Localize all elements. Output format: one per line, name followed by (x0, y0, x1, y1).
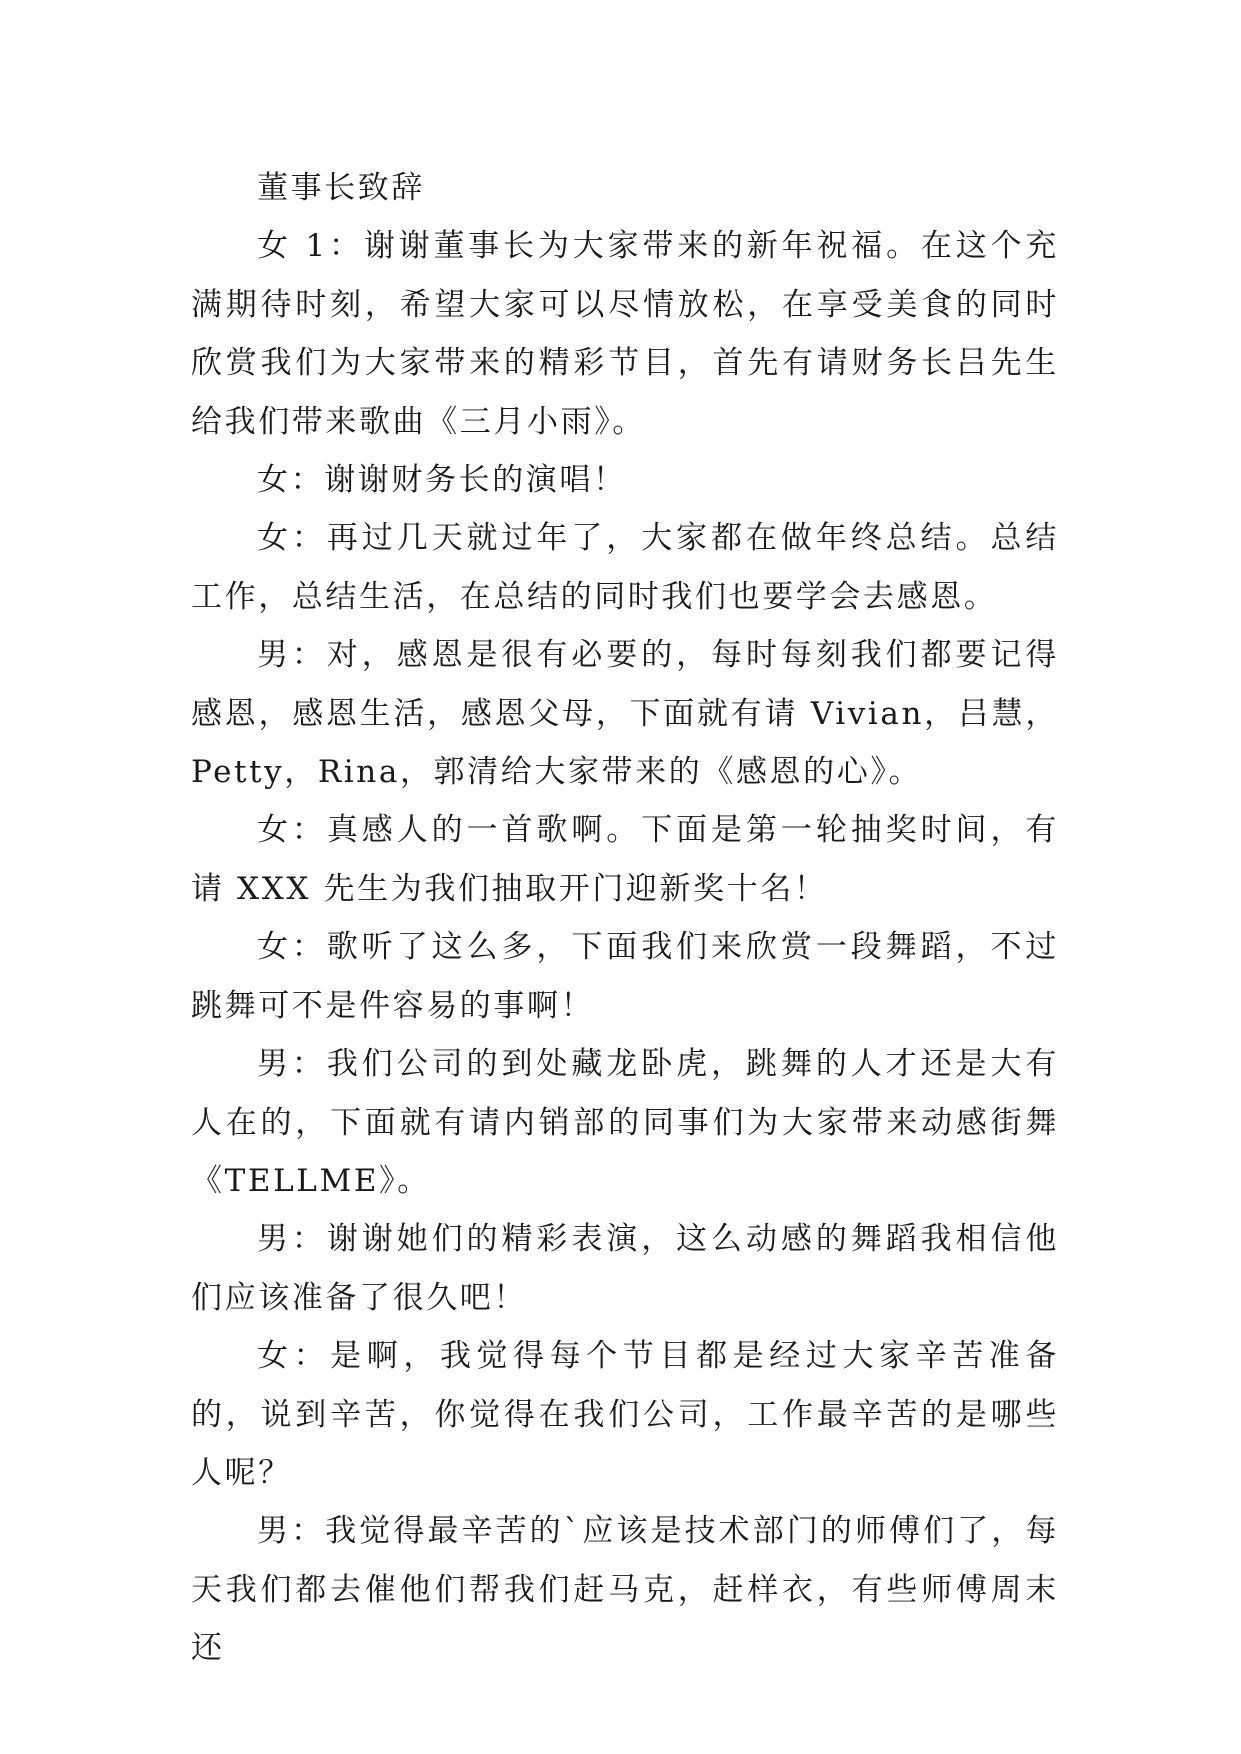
script-paragraph: 男：谢谢她们的精彩表演，这么动感的舞蹈我相信他们应该准备了很久吧！ (191, 1221, 1059, 1316)
script-paragraph: 女：谢谢财务长的演唱！ (257, 462, 627, 499)
script-paragraph: 女：再过几天就过年了，大家都在做年终总结。总结工作，总结生活，在总结的同时我们也要学会去感恩。 (191, 520, 1059, 615)
section-heading: 董事长致辞 (257, 170, 425, 206)
script-paragraph: 女：歌听了这么多，下面我们来欣赏一段舞蹈，不过跳舞可不是件容易的事啊！ (191, 929, 1059, 1024)
document-body (191, 159, 1059, 1678)
script-paragraph: 男：我觉得最辛苦的`应该是技术部门的师傅们了，每天我们都去催他们帮我们赶马克，赶样衣，有些师傅周末还 (191, 1513, 1059, 1667)
script-paragraph: 女：是啊，我觉得每个节目都是经过大家辛苦准备的，说到辛苦，你觉得在我们公司，工作最辛苦的是哪些人呢？ (191, 1338, 1059, 1491)
script-paragraph: 女：真感人的一首歌啊。下面是第一轮抽奖时间，有请 XXX 先生为我们抽取开门迎新奖十名！ (191, 812, 1059, 907)
script-paragraph: 男：对，感恩是很有必要的，每时每刻我们都要记得感恩，感恩生活，感恩父母，下面就有请 Vivian，吕慧，Petty，Rina，郭清给大家带来的《感恩的心》。 (191, 637, 1059, 791)
script-paragraph: 男：我们公司的到处藏龙卧虎，跳舞的人才还是大有人在的，下面就有请内销部的同事们为大家带来动感街舞《TELLME》。 (191, 1046, 1059, 1199)
script-paragraph: 女 1：谢谢董事长为大家带来的新年祝福。在这个充满期待时刻，希望大家可以尽情放松，在享受美食的同时欣赏我们为大家带来的精彩节目，首先有请财务长吕先生给我们带来歌曲《三月小雨》。 (191, 228, 1059, 440)
